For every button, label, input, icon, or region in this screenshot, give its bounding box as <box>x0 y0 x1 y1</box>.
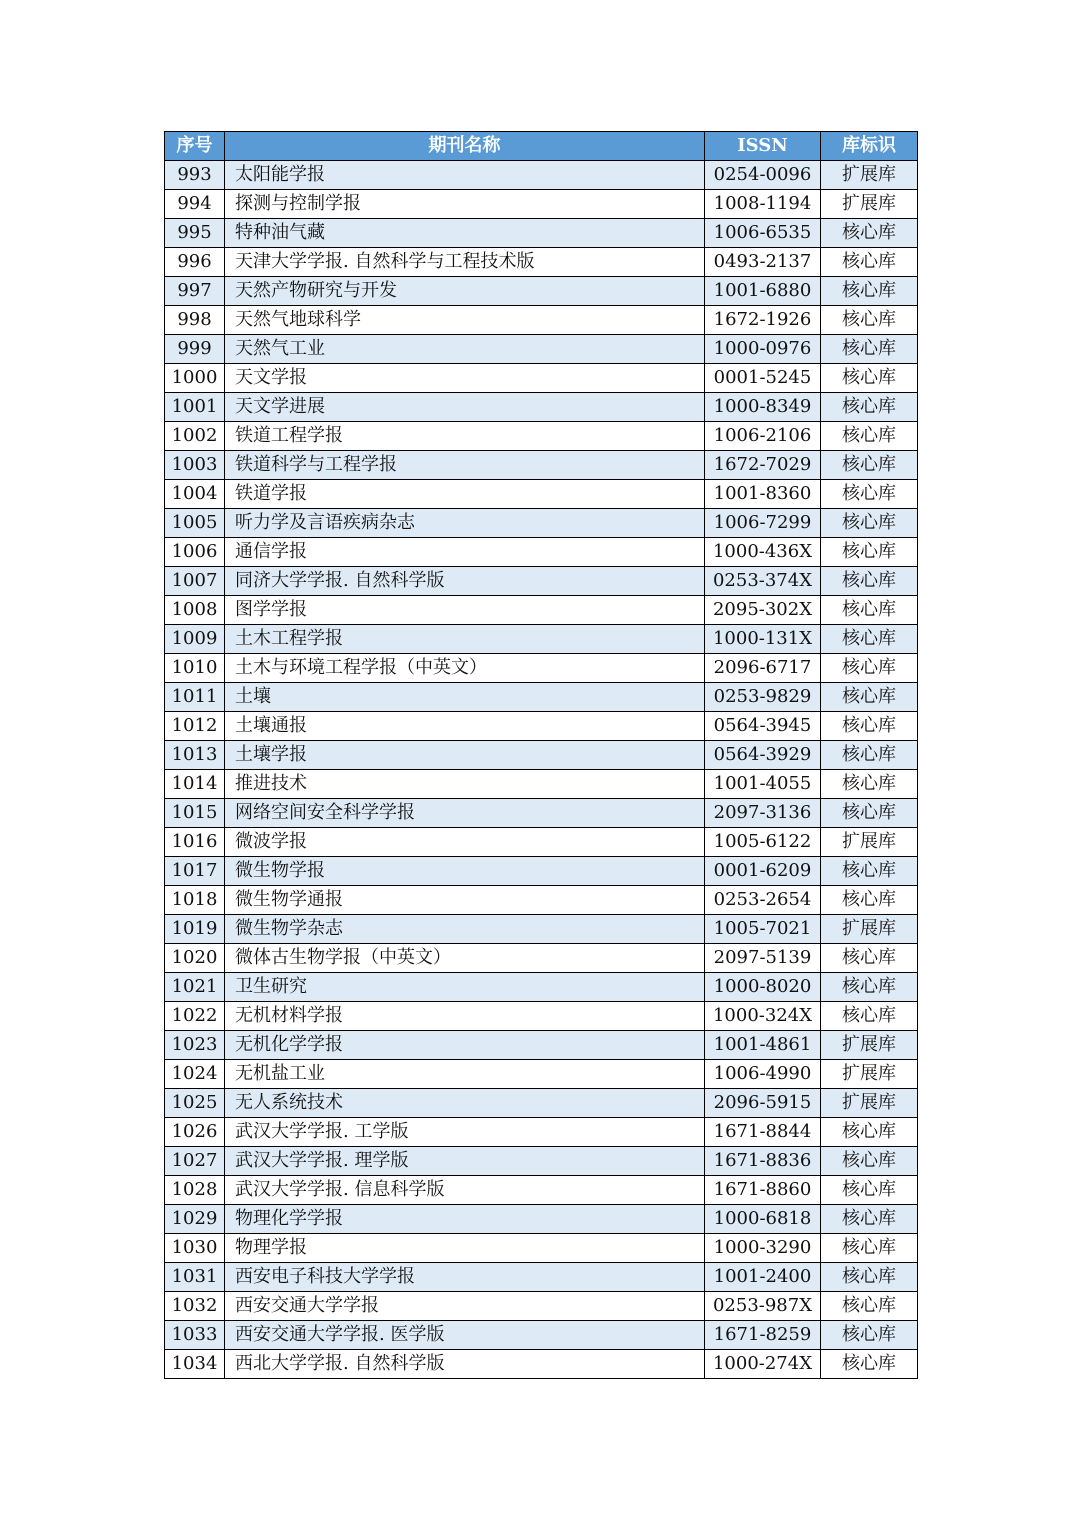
cell-library-tag: 核心库 <box>821 625 918 654</box>
cell-library-tag: 核心库 <box>821 799 918 828</box>
cell-serial-number: 1029 <box>165 1205 225 1234</box>
cell-library-tag: 核心库 <box>821 277 918 306</box>
cell-library-tag: 核心库 <box>821 248 918 277</box>
cell-library-tag: 核心库 <box>821 335 918 364</box>
table-row <box>165 1234 918 1263</box>
cell-issn: 0564-3945 <box>705 712 821 741</box>
cell-serial-number: 1008 <box>165 596 225 625</box>
table-row <box>165 219 918 248</box>
cell-library-tag: 核心库 <box>821 596 918 625</box>
cell-serial-number: 1023 <box>165 1031 225 1060</box>
cell-journal-name: 微生物学报 <box>225 857 705 886</box>
cell-serial-number: 1000 <box>165 364 225 393</box>
table-row <box>165 248 918 277</box>
cell-journal-name: 微生物学通报 <box>225 886 705 915</box>
cell-library-tag: 核心库 <box>821 509 918 538</box>
cell-library-tag: 核心库 <box>821 1263 918 1292</box>
cell-library-tag: 核心库 <box>821 1234 918 1263</box>
table-row <box>165 161 918 190</box>
table-row <box>165 596 918 625</box>
cell-journal-name: 同济大学学报. 自然科学版 <box>225 567 705 596</box>
cell-journal-name: 推进技术 <box>225 770 705 799</box>
cell-library-tag: 核心库 <box>821 422 918 451</box>
cell-journal-name: 土木与环境工程学报（中英文） <box>225 654 705 683</box>
cell-issn: 1001-8360 <box>705 480 821 509</box>
cell-issn: 1000-3290 <box>705 1234 821 1263</box>
cell-issn: 1000-274X <box>705 1350 821 1379</box>
cell-issn: 1672-7029 <box>705 451 821 480</box>
cell-serial-number: 1005 <box>165 509 225 538</box>
cell-issn: 0564-3929 <box>705 741 821 770</box>
cell-serial-number: 1001 <box>165 393 225 422</box>
cell-serial-number: 1021 <box>165 973 225 1002</box>
cell-issn: 0493-2137 <box>705 248 821 277</box>
cell-journal-name: 武汉大学学报. 工学版 <box>225 1118 705 1147</box>
cell-library-tag: 核心库 <box>821 683 918 712</box>
cell-journal-name: 无机材料学报 <box>225 1002 705 1031</box>
cell-issn: 1006-7299 <box>705 509 821 538</box>
table-row <box>165 1089 918 1118</box>
cell-journal-name: 土壤通报 <box>225 712 705 741</box>
cell-issn: 1000-8349 <box>705 393 821 422</box>
table-row <box>165 625 918 654</box>
cell-issn: 1000-324X <box>705 1002 821 1031</box>
table-row <box>165 538 918 567</box>
cell-issn: 0254-0096 <box>705 161 821 190</box>
cell-issn: 1000-436X <box>705 538 821 567</box>
cell-issn: 1005-7021 <box>705 915 821 944</box>
cell-library-tag: 核心库 <box>821 538 918 567</box>
table-row <box>165 886 918 915</box>
cell-journal-name: 听力学及言语疾病杂志 <box>225 509 705 538</box>
cell-issn: 2095-302X <box>705 596 821 625</box>
table-row <box>165 915 918 944</box>
table-row <box>165 364 918 393</box>
cell-library-tag: 核心库 <box>821 567 918 596</box>
cell-serial-number: 1018 <box>165 886 225 915</box>
cell-journal-name: 铁道科学与工程学报 <box>225 451 705 480</box>
cell-issn: 1006-2106 <box>705 422 821 451</box>
cell-journal-name: 土壤 <box>225 683 705 712</box>
table-row <box>165 1321 918 1350</box>
cell-issn: 1001-4861 <box>705 1031 821 1060</box>
cell-serial-number: 998 <box>165 306 225 335</box>
cell-serial-number: 1027 <box>165 1147 225 1176</box>
cell-issn: 1000-0976 <box>705 335 821 364</box>
table-row <box>165 1205 918 1234</box>
cell-serial-number: 1016 <box>165 828 225 857</box>
table-row <box>165 277 918 306</box>
cell-serial-number: 1009 <box>165 625 225 654</box>
cell-journal-name: 天然气地球科学 <box>225 306 705 335</box>
cell-journal-name: 微生物学杂志 <box>225 915 705 944</box>
table-row <box>165 306 918 335</box>
cell-library-tag: 核心库 <box>821 770 918 799</box>
table-row <box>165 654 918 683</box>
cell-library-tag: 核心库 <box>821 1350 918 1379</box>
table-header <box>165 132 918 161</box>
table-row <box>165 712 918 741</box>
table-row <box>165 451 918 480</box>
cell-serial-number: 1024 <box>165 1060 225 1089</box>
cell-issn: 1006-6535 <box>705 219 821 248</box>
cell-issn: 2096-6717 <box>705 654 821 683</box>
cell-library-tag: 扩展库 <box>821 915 918 944</box>
table-row <box>165 1292 918 1321</box>
cell-serial-number: 1028 <box>165 1176 225 1205</box>
table-row <box>165 944 918 973</box>
cell-issn: 1006-4990 <box>705 1060 821 1089</box>
table-row <box>165 799 918 828</box>
cell-serial-number: 996 <box>165 248 225 277</box>
cell-library-tag: 核心库 <box>821 364 918 393</box>
cell-serial-number: 1014 <box>165 770 225 799</box>
table-row <box>165 1031 918 1060</box>
cell-journal-name: 天然气工业 <box>225 335 705 364</box>
cell-serial-number: 1013 <box>165 741 225 770</box>
cell-serial-number: 1015 <box>165 799 225 828</box>
cell-journal-name: 无人系统技术 <box>225 1089 705 1118</box>
cell-serial-number: 1022 <box>165 1002 225 1031</box>
cell-journal-name: 土壤学报 <box>225 741 705 770</box>
table-row <box>165 857 918 886</box>
cell-issn: 1000-6818 <box>705 1205 821 1234</box>
cell-issn: 0253-987X <box>705 1292 821 1321</box>
cell-issn: 2097-5139 <box>705 944 821 973</box>
cell-issn: 1005-6122 <box>705 828 821 857</box>
cell-journal-name: 土木工程学报 <box>225 625 705 654</box>
cell-library-tag: 扩展库 <box>821 161 918 190</box>
cell-library-tag: 核心库 <box>821 857 918 886</box>
cell-journal-name: 天文学进展 <box>225 393 705 422</box>
cell-library-tag: 核心库 <box>821 1002 918 1031</box>
cell-library-tag: 核心库 <box>821 973 918 1002</box>
cell-issn: 0001-5245 <box>705 364 821 393</box>
cell-library-tag: 核心库 <box>821 1292 918 1321</box>
cell-library-tag: 核心库 <box>821 306 918 335</box>
table-row <box>165 567 918 596</box>
cell-library-tag: 核心库 <box>821 886 918 915</box>
table-row <box>165 1118 918 1147</box>
cell-journal-name: 武汉大学学报. 信息科学版 <box>225 1176 705 1205</box>
cell-journal-name: 铁道工程学报 <box>225 422 705 451</box>
cell-journal-name: 物理化学学报 <box>225 1205 705 1234</box>
cell-issn: 1001-6880 <box>705 277 821 306</box>
cell-issn: 1008-1194 <box>705 190 821 219</box>
cell-serial-number: 1026 <box>165 1118 225 1147</box>
cell-journal-name: 卫生研究 <box>225 973 705 1002</box>
table-row <box>165 1147 918 1176</box>
cell-serial-number: 993 <box>165 161 225 190</box>
cell-journal-name: 无机化学学报 <box>225 1031 705 1060</box>
header-journal-name: 期刊名称 <box>225 132 705 161</box>
cell-library-tag: 核心库 <box>821 219 918 248</box>
cell-journal-name: 网络空间安全科学学报 <box>225 799 705 828</box>
cell-serial-number: 1032 <box>165 1292 225 1321</box>
cell-issn: 0253-2654 <box>705 886 821 915</box>
table-row <box>165 1002 918 1031</box>
table-body <box>165 161 918 1379</box>
cell-library-tag: 扩展库 <box>821 1031 918 1060</box>
table-row <box>165 422 918 451</box>
cell-library-tag: 核心库 <box>821 451 918 480</box>
table-row <box>165 1263 918 1292</box>
cell-serial-number: 1019 <box>165 915 225 944</box>
cell-issn: 1672-1926 <box>705 306 821 335</box>
cell-issn: 1671-8836 <box>705 1147 821 1176</box>
journal-table <box>164 131 918 1379</box>
cell-issn: 2096-5915 <box>705 1089 821 1118</box>
cell-library-tag: 核心库 <box>821 1118 918 1147</box>
cell-serial-number: 1025 <box>165 1089 225 1118</box>
cell-library-tag: 核心库 <box>821 1205 918 1234</box>
cell-journal-name: 图学学报 <box>225 596 705 625</box>
cell-issn: 1671-8844 <box>705 1118 821 1147</box>
cell-journal-name: 微体古生物学报（中英文） <box>225 944 705 973</box>
cell-library-tag: 核心库 <box>821 1147 918 1176</box>
header-library-tag: 库标识 <box>821 132 918 161</box>
table-row <box>165 509 918 538</box>
cell-serial-number: 997 <box>165 277 225 306</box>
cell-serial-number: 1003 <box>165 451 225 480</box>
table-row <box>165 480 918 509</box>
table-row <box>165 1176 918 1205</box>
cell-serial-number: 1031 <box>165 1263 225 1292</box>
cell-serial-number: 1033 <box>165 1321 225 1350</box>
cell-serial-number: 1004 <box>165 480 225 509</box>
cell-journal-name: 物理学报 <box>225 1234 705 1263</box>
cell-journal-name: 微波学报 <box>225 828 705 857</box>
cell-library-tag: 核心库 <box>821 480 918 509</box>
cell-serial-number: 1011 <box>165 683 225 712</box>
cell-library-tag: 核心库 <box>821 944 918 973</box>
cell-serial-number: 994 <box>165 190 225 219</box>
cell-serial-number: 1034 <box>165 1350 225 1379</box>
cell-library-tag: 扩展库 <box>821 1060 918 1089</box>
table-row <box>165 1060 918 1089</box>
cell-issn: 1001-4055 <box>705 770 821 799</box>
cell-issn: 0253-374X <box>705 567 821 596</box>
header-issn: ISSN <box>705 132 821 161</box>
cell-serial-number: 1006 <box>165 538 225 567</box>
cell-journal-name: 特种油气藏 <box>225 219 705 248</box>
table-row <box>165 190 918 219</box>
cell-library-tag: 核心库 <box>821 1176 918 1205</box>
table-row <box>165 335 918 364</box>
header-serial-number: 序号 <box>165 132 225 161</box>
table-row <box>165 393 918 422</box>
cell-journal-name: 西安电子科技大学学报 <box>225 1263 705 1292</box>
cell-journal-name: 武汉大学学报. 理学版 <box>225 1147 705 1176</box>
cell-library-tag: 扩展库 <box>821 1089 918 1118</box>
cell-library-tag: 核心库 <box>821 712 918 741</box>
cell-issn: 0001-6209 <box>705 857 821 886</box>
cell-journal-name: 天津大学学报. 自然科学与工程技术版 <box>225 248 705 277</box>
cell-serial-number: 1020 <box>165 944 225 973</box>
table-row <box>165 770 918 799</box>
table-row <box>165 973 918 1002</box>
cell-serial-number: 995 <box>165 219 225 248</box>
cell-library-tag: 核心库 <box>821 393 918 422</box>
table-row <box>165 828 918 857</box>
cell-issn: 0253-9829 <box>705 683 821 712</box>
cell-library-tag: 核心库 <box>821 654 918 683</box>
cell-library-tag: 核心库 <box>821 741 918 770</box>
cell-journal-name: 天然产物研究与开发 <box>225 277 705 306</box>
table-row <box>165 741 918 770</box>
cell-journal-name: 西安交通大学学报. 医学版 <box>225 1321 705 1350</box>
cell-journal-name: 通信学报 <box>225 538 705 567</box>
cell-journal-name: 天文学报 <box>225 364 705 393</box>
cell-journal-name: 铁道学报 <box>225 480 705 509</box>
cell-issn: 1671-8860 <box>705 1176 821 1205</box>
cell-serial-number: 1017 <box>165 857 225 886</box>
cell-library-tag: 核心库 <box>821 1321 918 1350</box>
cell-journal-name: 西安交通大学学报 <box>225 1292 705 1321</box>
cell-serial-number: 1010 <box>165 654 225 683</box>
cell-serial-number: 1030 <box>165 1234 225 1263</box>
cell-journal-name: 无机盐工业 <box>225 1060 705 1089</box>
table-row <box>165 683 918 712</box>
table-row <box>165 1350 918 1379</box>
cell-issn: 2097-3136 <box>705 799 821 828</box>
cell-journal-name: 西北大学学报. 自然科学版 <box>225 1350 705 1379</box>
cell-issn: 1000-131X <box>705 625 821 654</box>
cell-issn: 1001-2400 <box>705 1263 821 1292</box>
cell-serial-number: 1012 <box>165 712 225 741</box>
cell-serial-number: 1002 <box>165 422 225 451</box>
cell-journal-name: 探测与控制学报 <box>225 190 705 219</box>
cell-issn: 1671-8259 <box>705 1321 821 1350</box>
cell-journal-name: 太阳能学报 <box>225 161 705 190</box>
cell-library-tag: 扩展库 <box>821 828 918 857</box>
cell-library-tag: 扩展库 <box>821 190 918 219</box>
cell-serial-number: 1007 <box>165 567 225 596</box>
header-row <box>165 132 918 161</box>
cell-serial-number: 999 <box>165 335 225 364</box>
cell-issn: 1000-8020 <box>705 973 821 1002</box>
